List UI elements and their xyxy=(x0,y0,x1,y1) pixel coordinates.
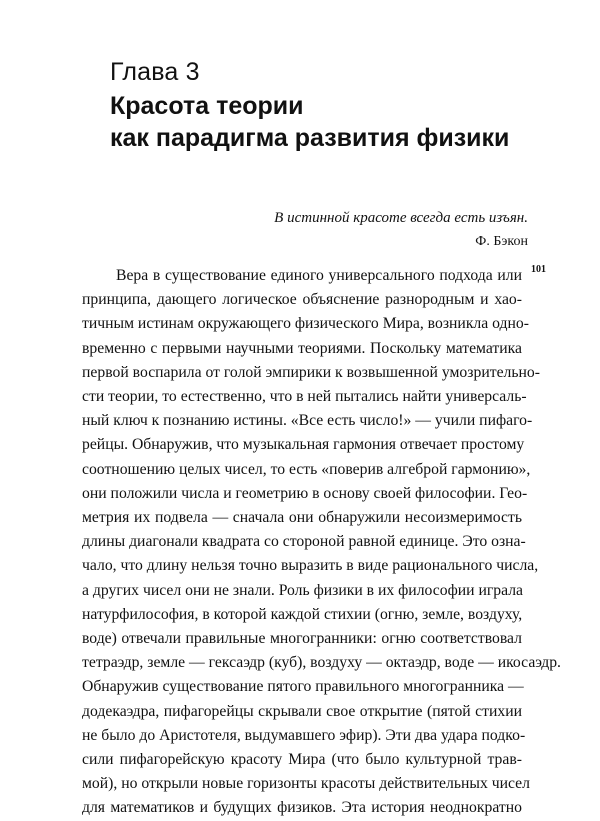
text-line: натурфилософия, в которой каждой стихии (огню, земле, воздуху, xyxy=(82,605,523,623)
text-line: сти теории, то естественно, что в ней пытались найти универсаль- xyxy=(82,388,527,406)
text-line: они положили числа и геометрию в основу своей философии. Гео- xyxy=(82,484,528,502)
text-line: воде) отвечали правильные многогранники: огню соответствовал xyxy=(82,630,522,648)
text-line: соотношению целых чисел, то есть «поверив алгеброй гармонию», xyxy=(82,460,531,478)
epigraph-author: Ф. Бэкон xyxy=(475,234,528,249)
text-line: додекаэдра, пифагорейцы скрывали свое открытие (пятой стихии xyxy=(82,702,522,720)
text-line: длины диагонали квадрата со стороной равной единице. Это озна- xyxy=(82,533,526,551)
chapter-title-line: Красота теории xyxy=(110,92,304,120)
text-line: принципа, дающего логическое объяснение разнородным и хао- xyxy=(82,291,522,309)
chapter-title xyxy=(110,90,509,154)
chapter-label: Глава 3 xyxy=(110,58,200,86)
text-line: сили пифагорейскую красоту Мира (что было культурной трав- xyxy=(82,751,522,769)
text-line: метрия их подвела — сначала они обнаружили несоизмеримость xyxy=(82,509,522,527)
page-number: 101 xyxy=(531,264,546,275)
text-line: первой воспарила от голой эмпирики к возвышенной умозрительно- xyxy=(82,363,540,381)
epigraph xyxy=(274,206,528,254)
text-line: для математиков и будущих физиков. Эта история неоднократно xyxy=(82,799,522,817)
text-line: рейцы. Обнаружив, что музыкальная гармония отвечает простому xyxy=(82,436,525,454)
epigraph-quote: В истинной красоте всегда есть изъян. xyxy=(274,210,528,226)
text-line: тичным истинам окружающего физического Мира, возникла одно- xyxy=(82,315,529,333)
text-line: а других чисел они не знали. Роль физики в их философии играла xyxy=(82,581,524,599)
text-line: не было до Аристотеля, выдумавшего эфир). Эти два удара подко- xyxy=(82,726,526,744)
text-line: мой), но открыли новые горизонты красоты действительных чисел xyxy=(82,775,530,793)
text-line: чало, что длину нельзя точно выразить в виде рационального числа, xyxy=(82,557,539,575)
text-line: тетраэдр, земле — гексаэдр (куб), воздуху — октаэдр, воде — икосаэдр. xyxy=(82,654,561,672)
text-line: Вера в существование единого универсального подхода или xyxy=(116,267,522,284)
text-line: Обнаружив существование пятого правильного многогранника — xyxy=(82,678,524,696)
chapter-title-line: как парадигма развития физики xyxy=(110,124,510,152)
text-line: ный ключ к познанию истины. «Все есть число!» — учили пифаго- xyxy=(82,412,533,430)
text-line: временно с первыми научными теориями. Поскольку математика xyxy=(82,339,522,357)
